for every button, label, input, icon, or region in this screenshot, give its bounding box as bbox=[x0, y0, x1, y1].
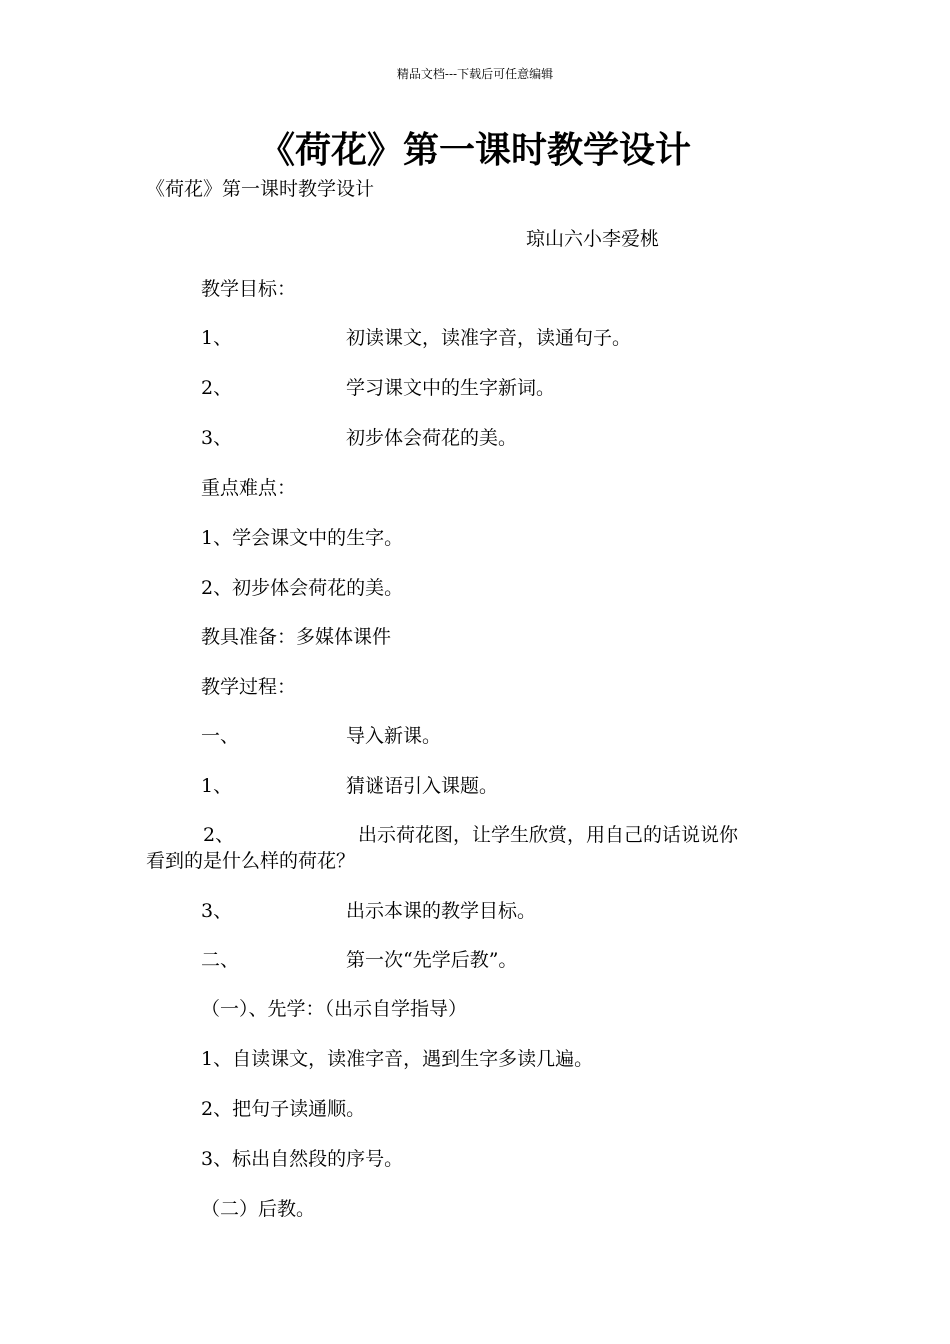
objective-text: 初读课文，读准字音，读通句子。 bbox=[346, 327, 632, 349]
keypoint-item: 1、学会课文中的生字。 bbox=[201, 527, 404, 549]
section-number: 二、 bbox=[201, 949, 240, 971]
subsection-heading: （二）后教。 bbox=[201, 1198, 316, 1220]
process-number: 2、 bbox=[203, 824, 235, 846]
objective-item bbox=[201, 425, 517, 451]
keypoint-item: 2、初步体会荷花的美。 bbox=[201, 577, 404, 599]
author-line: 琼山六小李爱桃 bbox=[526, 228, 660, 250]
study-item: 3、标出自然段的序号。 bbox=[201, 1148, 404, 1170]
section-text: 导入新课。 bbox=[346, 725, 442, 747]
section-one-heading bbox=[201, 723, 441, 749]
keypoints-heading: 重点难点： bbox=[201, 477, 297, 499]
study-item: 1、自读课文，读准字音，遇到生字多读几遍。 bbox=[201, 1048, 594, 1070]
process-text: 猜谜语引入课题。 bbox=[346, 775, 499, 797]
process-heading: 教学过程： bbox=[201, 676, 297, 698]
materials-line: 教具准备：多媒体课件 bbox=[201, 626, 392, 648]
objective-text: 初步体会荷花的美。 bbox=[346, 427, 518, 449]
section-text: 第一次“先学后教”。 bbox=[346, 949, 518, 971]
document-title: 《荷花》第一课时教学设计 bbox=[258, 129, 691, 171]
objective-item bbox=[201, 375, 555, 401]
section-number: 一、 bbox=[201, 725, 240, 747]
objective-text: 学习课文中的生字新词。 bbox=[346, 377, 556, 399]
process-number: 3、 bbox=[201, 900, 233, 922]
section-two-heading bbox=[201, 947, 517, 973]
study-item: 2、把句子读通顺。 bbox=[201, 1098, 366, 1120]
objective-number: 1、 bbox=[201, 327, 233, 349]
objective-number: 3、 bbox=[201, 427, 233, 449]
document-subtitle: 《荷花》第一课时教学设计 bbox=[146, 178, 375, 200]
process-item bbox=[201, 822, 738, 848]
process-number: 1、 bbox=[201, 775, 233, 797]
subsection-heading: （一）、先学：（出示自学指导） bbox=[201, 998, 468, 1020]
process-item-continuation: 看到的是什么样的荷花？ bbox=[146, 850, 356, 872]
page-header: 精品文档---下载后可任意编辑 bbox=[396, 67, 554, 81]
objectives-heading: 教学目标： bbox=[201, 278, 297, 300]
process-text: 出示本课的教学目标。 bbox=[346, 900, 537, 922]
objective-number: 2、 bbox=[201, 377, 233, 399]
process-item bbox=[201, 773, 498, 799]
process-text: 出示荷花图，让学生欣赏，用自己的话说说你 bbox=[358, 824, 739, 846]
objective-item bbox=[201, 325, 631, 351]
process-item bbox=[201, 898, 536, 924]
